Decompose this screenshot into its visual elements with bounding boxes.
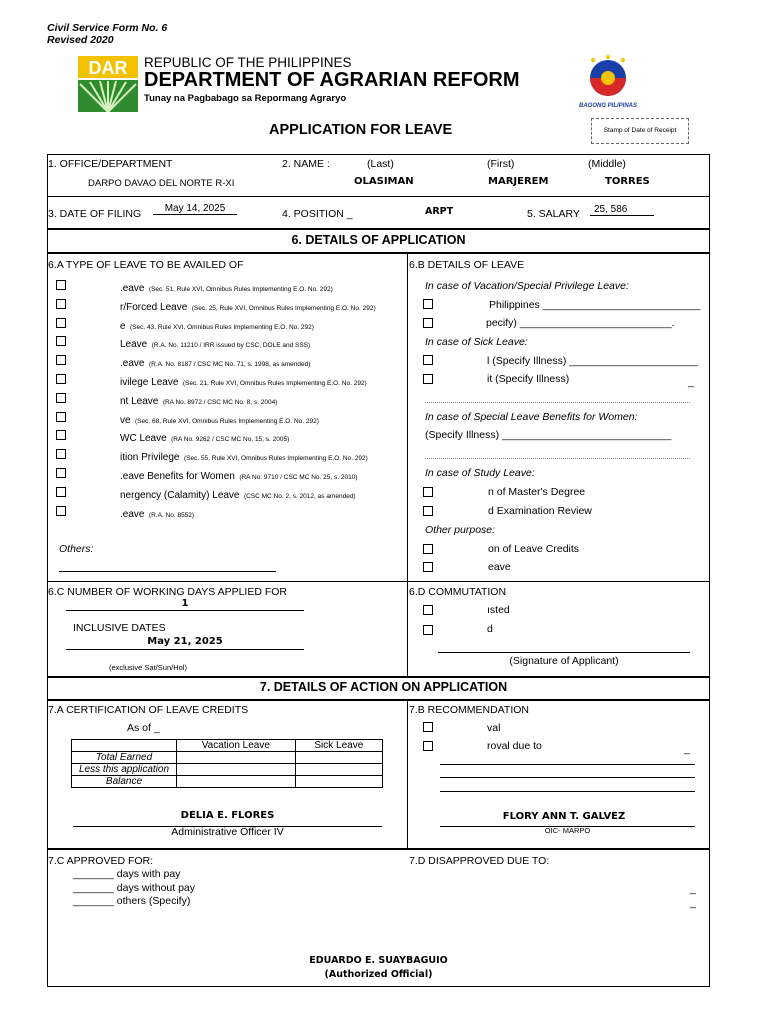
row-label: Total Earned bbox=[72, 752, 177, 764]
leave-type-name: ve bbox=[120, 415, 131, 426]
approved-others[interactable]: _______ others (Specify) bbox=[73, 895, 191, 907]
leave-type-name: ivilege Leave bbox=[120, 377, 179, 388]
leave-type-name: .eave Benefits for Women bbox=[120, 471, 235, 482]
sick-opt-1-checkbox[interactable] bbox=[423, 355, 433, 365]
position-label: 4. POSITION _ bbox=[282, 208, 353, 220]
inclusive-dates-label: INCLUSIVE DATES bbox=[73, 622, 166, 634]
leave-type-item bbox=[120, 447, 368, 465]
recommendation-opt-1: val bbox=[487, 722, 501, 734]
approved-days-without-pay[interactable]: _______ days without pay bbox=[73, 882, 196, 894]
last-name-label: (Last) bbox=[367, 158, 394, 170]
leave-type-checkbox[interactable] bbox=[56, 487, 66, 497]
sick-opt-1: l (Specify Illness) ______________________ bbox=[487, 355, 698, 367]
office-label: 1. OFFICE/DEPARTMENT bbox=[48, 158, 173, 170]
applicant-signature-line[interactable] bbox=[438, 652, 690, 653]
underscore-mark: _ bbox=[688, 816, 694, 828]
vacation-opt-2-checkbox[interactable] bbox=[423, 318, 433, 328]
details-of-leave-title: 6.B DETAILS OF LEAVE bbox=[409, 259, 525, 271]
first-name-value[interactable]: MARJEREM bbox=[488, 176, 549, 187]
receipt-stamp-box: Stamp of Date of Receipt bbox=[591, 118, 689, 144]
commutation-opt-1-checkbox[interactable] bbox=[423, 605, 433, 615]
other-opt-2-checkbox[interactable] bbox=[423, 562, 433, 572]
other-opt-1-checkbox[interactable] bbox=[423, 544, 433, 554]
leave-type-checkbox[interactable] bbox=[56, 299, 66, 309]
salary-label: 5. SALARY bbox=[527, 208, 580, 220]
logo-text: DAR bbox=[88, 58, 128, 78]
form-number: Civil Service Form No. 6 bbox=[47, 22, 168, 34]
recommendation-title: 7.B RECOMMENDATION bbox=[409, 704, 529, 716]
office-value[interactable]: DARPO DAVAO DEL NORTE R-XI bbox=[88, 178, 235, 189]
leave-type-reference: (CSC MC No. 2, s. 2012, as amended) bbox=[243, 493, 356, 500]
leave-type-checkbox[interactable] bbox=[56, 506, 66, 516]
disapproved-due-title: 7.D DISAPPROVED DUE TO: bbox=[409, 855, 550, 867]
leave-type-name: Leave bbox=[120, 339, 148, 350]
women-heading: In case of Special Leave Benefits for Women: bbox=[425, 411, 638, 423]
leave-type-checkbox[interactable] bbox=[56, 449, 66, 459]
leave-type-item bbox=[120, 316, 314, 334]
leave-type-item bbox=[120, 297, 376, 315]
leave-type-reference: (Sec. 43, Rule XVI, Omnibus Rules Implementing E.O. No. 292) bbox=[130, 324, 314, 331]
authorized-official-name: EDUARDO E. SUAYBAGUIO bbox=[309, 955, 448, 966]
row-divider bbox=[47, 581, 710, 582]
leave-type-checkbox[interactable] bbox=[56, 430, 66, 440]
table-header: Sick Leave bbox=[295, 740, 382, 752]
others-label: Others: bbox=[59, 543, 94, 555]
leave-type-item bbox=[120, 353, 310, 371]
vacation-balance-cell[interactable] bbox=[177, 776, 296, 788]
recommendation-opt-2-checkbox[interactable] bbox=[423, 741, 433, 751]
underscore-mark: _ bbox=[684, 743, 690, 755]
applicant-signature-label: (Signature of Applicant) bbox=[509, 655, 619, 667]
middle-name-label: (Middle) bbox=[588, 158, 626, 170]
certifier-title: Administrative Officer IV bbox=[171, 826, 284, 838]
leave-type-item bbox=[120, 466, 357, 484]
leave-type-item bbox=[120, 334, 310, 352]
sick-balance-cell[interactable] bbox=[295, 776, 382, 788]
leave-type-reference: (Sec. 68, Rule XVI, Omnibus Rules Implementing E.O. No. 292) bbox=[135, 418, 319, 425]
form-revision: Revised 2020 bbox=[47, 34, 114, 46]
sick-opt-2-checkbox[interactable] bbox=[423, 374, 433, 384]
disapproval-reason-line[interactable] bbox=[440, 777, 695, 778]
sick-opt-2: it (Specify Illness) bbox=[487, 373, 570, 385]
column-divider bbox=[407, 253, 408, 677]
underscore-mark: _ bbox=[690, 883, 696, 895]
leave-type-name: .eave bbox=[120, 283, 145, 294]
leave-type-reference: (RA No. 8972 / CSC MC No. 8, s. 2004) bbox=[162, 399, 278, 406]
salary-value[interactable]: 25, 586 bbox=[590, 204, 654, 216]
study-opt-1-checkbox[interactable] bbox=[423, 487, 433, 497]
recommendation-opt-2: roval due to bbox=[487, 740, 542, 752]
position-value[interactable]: ARPT bbox=[425, 206, 454, 217]
table-header: Vacation Leave bbox=[177, 740, 296, 752]
leave-type-name: r/Forced Leave bbox=[120, 302, 188, 313]
certification-title: 7.A CERTIFICATION OF LEAVE CREDITS bbox=[48, 704, 249, 716]
leave-type-checkbox[interactable] bbox=[56, 280, 66, 290]
date-of-filing-label: 3. DATE OF FILING bbox=[48, 208, 142, 220]
disapproval-reason-line[interactable] bbox=[440, 791, 695, 792]
leave-type-item bbox=[120, 485, 356, 503]
other-opt-2: eave bbox=[488, 561, 511, 573]
leave-type-item bbox=[120, 428, 289, 446]
approved-days-with-pay[interactable]: _______ days with pay bbox=[73, 868, 181, 880]
recommender-title: OIC- MARPO bbox=[544, 826, 591, 835]
seal-text: BAGONG PILIPINAS bbox=[578, 103, 638, 109]
leave-type-reference: (Sec. 51, Rule XVI, Omnibus Rules Implementing E.O. No. 292) bbox=[148, 286, 333, 293]
table-row bbox=[72, 776, 383, 788]
sick-total-cell[interactable] bbox=[295, 752, 382, 764]
leave-type-reference: (RA No. 9262 / CSC MC No. 15, s. 2005) bbox=[171, 436, 290, 443]
recommendation-opt-1-checkbox[interactable] bbox=[423, 722, 433, 732]
sick-extra-line[interactable] bbox=[425, 402, 690, 403]
leave-type-checkbox[interactable] bbox=[56, 336, 66, 346]
date-of-filing-value[interactable]: May 14, 2025 bbox=[153, 203, 237, 215]
commutation-opt-1: ısted bbox=[487, 604, 510, 616]
leave-type-item bbox=[120, 504, 194, 522]
details-application-title: 6. DETAILS OF APPLICATION bbox=[291, 233, 466, 247]
leave-type-reference: (R.A. No. 11210 / IRR issued by CSC, DOLE and SSS) bbox=[151, 342, 311, 349]
vacation-opt-1-checkbox[interactable] bbox=[423, 299, 433, 309]
other-opt-1: on of Leave Credits bbox=[488, 543, 580, 555]
commutation-title: 6.D COMMUTATION bbox=[409, 586, 507, 598]
leave-type-checkbox[interactable] bbox=[56, 318, 66, 328]
dar-logo bbox=[78, 56, 138, 112]
leave-type-reference: (Sec. 25, Rule XVI, Omnibus Rules Implementing E.O. No. 292) bbox=[191, 305, 376, 312]
commutation-opt-2-checkbox[interactable] bbox=[423, 625, 433, 635]
middle-name-value[interactable]: TORRES bbox=[605, 176, 650, 187]
leave-type-reference: (Sec. 21, Rule XVI, Omnibus Rules Implementing E.O. No. 292) bbox=[182, 380, 367, 387]
vacation-heading: In case of Vacation/Special Privilege Leave: bbox=[425, 280, 629, 292]
authorized-official-title: (Authorized Official) bbox=[324, 969, 433, 980]
form-title: APPLICATION FOR LEAVE bbox=[269, 122, 453, 138]
leave-type-reference: (R.A. No. 8552) bbox=[148, 512, 195, 519]
leave-type-name: WC Leave bbox=[120, 433, 167, 444]
study-heading: In case of Study Leave: bbox=[425, 467, 535, 479]
row-label: Less this application bbox=[72, 764, 177, 776]
first-name-label: (First) bbox=[487, 158, 515, 170]
approved-for-title: 7.C APPROVED FOR: bbox=[48, 855, 154, 867]
row-label: Balance bbox=[72, 776, 177, 788]
commutation-opt-2: d bbox=[487, 623, 493, 635]
leave-type-item bbox=[120, 372, 367, 390]
action-title: 7. DETAILS OF ACTION ON APPLICATION bbox=[259, 680, 508, 694]
leave-type-checkbox[interactable] bbox=[56, 412, 66, 422]
leave-type-name: nergency (Calamity) Leave bbox=[120, 490, 240, 501]
leave-type-name: .eave bbox=[120, 358, 145, 369]
recommender-name: FLORY ANN T. GALVEZ bbox=[502, 811, 626, 822]
women-extra-line[interactable] bbox=[425, 458, 690, 459]
leave-type-name: nt Leave bbox=[120, 396, 159, 407]
leave-type-checkbox[interactable] bbox=[56, 374, 66, 384]
table-row bbox=[72, 764, 383, 776]
leave-type-name: е bbox=[120, 321, 126, 332]
vacation-less-cell[interactable] bbox=[177, 764, 296, 776]
study-opt-1: n of Master's Degree bbox=[488, 486, 586, 498]
leave-type-item bbox=[120, 410, 319, 428]
certifier-name: DELIA E. FLORES bbox=[180, 810, 275, 821]
leave-type-name: ition Privilege bbox=[120, 452, 180, 463]
working-days-title: 6.C NUMBER OF WORKING DAYS APPLIED FOR bbox=[48, 586, 288, 598]
disapproval-reason-line[interactable] bbox=[440, 764, 695, 765]
table-row bbox=[72, 752, 383, 764]
other-purpose-heading: Other purpose: bbox=[425, 524, 496, 536]
leave-type-item bbox=[120, 391, 277, 409]
last-name-value[interactable]: OLASIMAN bbox=[354, 176, 414, 187]
working-days-value[interactable]: 1 bbox=[66, 598, 304, 611]
underscore-mark: _ bbox=[688, 376, 694, 388]
republic-heading: REPUBLIC OF THE PHILIPPINES bbox=[144, 55, 352, 70]
vacation-opt-2: pecify) __________________________. bbox=[486, 317, 675, 329]
inclusive-dates-value[interactable]: May 21, 2025 bbox=[66, 636, 304, 650]
bagong-pilipinas-seal bbox=[578, 54, 638, 110]
leave-type-checkbox[interactable] bbox=[56, 468, 66, 478]
vacation-total-cell[interactable] bbox=[177, 752, 296, 764]
women-specify-line[interactable]: (Specify Illness) _____________________________ bbox=[425, 429, 672, 441]
leave-type-item bbox=[120, 278, 333, 296]
department-name: DEPARTMENT OF AGRARIAN REFORM bbox=[144, 69, 520, 91]
department-tagline: Tunay na Pagbabago sa Repormang Agraryo bbox=[144, 93, 347, 104]
sick-heading: In case of Sick Leave: bbox=[425, 336, 528, 348]
leave-type-reference: (RA No. 9710 / CSC MC No. 25, s. 2010) bbox=[239, 474, 358, 481]
study-opt-2-checkbox[interactable] bbox=[423, 506, 433, 516]
exclusive-note: (exclusive Sat/Sun/Hol) bbox=[109, 663, 187, 672]
leave-type-reference: (R.A. No. 8187 / CSC MC No. 71, s. 1998, as amended) bbox=[148, 361, 311, 368]
column-divider bbox=[407, 700, 408, 849]
type-of-leave-title: 6.A TYPE OF LEAVE TO BE AVAILED OF bbox=[48, 259, 244, 271]
underscore-mark: _ bbox=[690, 897, 696, 909]
table-header bbox=[72, 740, 177, 752]
vacation-opt-1: Philippines ___________________________ bbox=[489, 299, 701, 311]
row-divider bbox=[47, 196, 710, 197]
study-opt-2: d Examination Review bbox=[488, 505, 592, 517]
leave-credits-table bbox=[71, 739, 383, 788]
leave-type-name: .eave bbox=[120, 509, 145, 520]
name-label: 2. NAME : bbox=[282, 158, 330, 170]
as-of-label: As of _ bbox=[127, 722, 160, 734]
others-line[interactable] bbox=[59, 571, 276, 572]
leave-type-checkbox[interactable] bbox=[56, 393, 66, 403]
leave-type-reference: (Sec. 55, Rule XVI, Omnibus Rules Implementing E.O. No. 292) bbox=[183, 455, 368, 462]
leave-type-checkbox[interactable] bbox=[56, 355, 66, 365]
sick-less-cell[interactable] bbox=[295, 764, 382, 776]
